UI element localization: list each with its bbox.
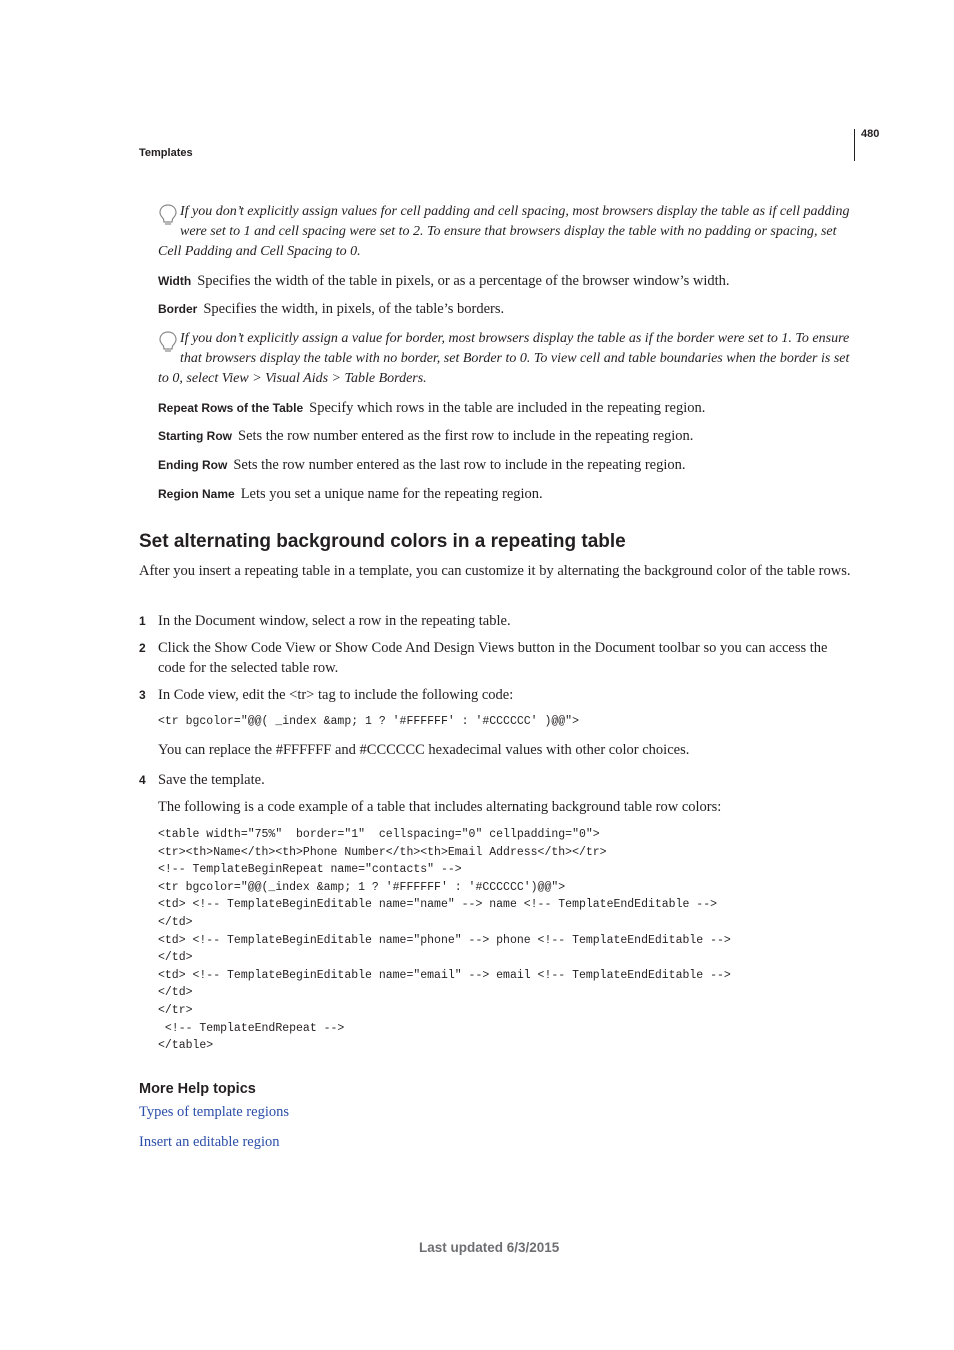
step-number: 4 xyxy=(139,773,146,787)
step-text: Click the Show Code View or Show Code And Design Views button in the Document toolbar so you can access the code for the selected table row. xyxy=(158,640,828,676)
code-line: <table width="75%" border="1" cellspacing="0" cellpadding="0"> xyxy=(158,828,600,841)
term-label: Starting Row xyxy=(158,429,232,443)
term-text: Sets the row number entered as the last row to include in the repeating region. xyxy=(233,457,686,473)
term-repeat-rows xyxy=(158,398,850,418)
tip-note xyxy=(158,202,850,262)
term-ending-row xyxy=(158,455,850,475)
term-text: Specifies the width, in pixels, of the table’s borders. xyxy=(203,301,505,317)
step-number: 1 xyxy=(139,614,146,628)
term-label: Border xyxy=(158,302,198,316)
replace-note: You can replace the #FFFFFF and #CCCCCC hexadecimal values with other color choices. xyxy=(158,742,690,758)
section-intro: After you insert a repeating table in a template, you can customize it by alternating the background color of the table rows. xyxy=(139,563,851,579)
lightbulb-icon xyxy=(158,330,178,354)
lightbulb-icon xyxy=(158,203,178,227)
code-line: <td> <!-- TemplateBeginEditable name="phone" --> phone <!-- TemplateEndEditable --> xyxy=(158,933,731,947)
term-label: Width xyxy=(158,274,192,288)
help-link-editable-region[interactable]: Insert an editable region xyxy=(139,1134,280,1150)
term-border xyxy=(158,299,850,319)
term-label: Ending Row xyxy=(158,458,228,472)
step-text: In Code view, edit the <tr> tag to include the following code: xyxy=(158,687,514,703)
tip-text: If you don’t explicitly assign values for cell padding and cell spacing, most browsers display the table as if cell padding were set to 1 and cell spacing were set to 2. To ensure that browsers display the table with no padding or spacing, set Cell Padding and Cell Spacing to 0. xyxy=(158,204,850,259)
term-width xyxy=(158,271,850,291)
section-heading: Set alternating background colors in a repeating table xyxy=(139,531,626,552)
code-line: <tr><th>Name</th><th>Phone Number</th><th>Email Address</th></tr> xyxy=(158,845,607,859)
more-help-heading: More Help topics xyxy=(139,1081,256,1097)
term-text: Specify which rows in the table are included in the repeating region. xyxy=(309,400,706,416)
term-text: Lets you set a unique name for the repeating region. xyxy=(240,486,543,502)
code-line: </td> xyxy=(158,986,193,1000)
step-number: 2 xyxy=(139,641,146,655)
step-text: Save the template. xyxy=(158,772,265,788)
step-number: 3 xyxy=(139,688,146,702)
code-line: <td> <!-- TemplateBeginEditable name="email" --> email <!-- TemplateEndEditable --> xyxy=(158,968,731,982)
code-inline: <tr bgcolor="@@( _index &amp; 1 ? '#FFFFFF' : '#CCCCCC' )@@"> xyxy=(158,715,579,728)
footer-last-updated: Last updated 6/3/2015 xyxy=(419,1240,560,1255)
running-header: Templates xyxy=(139,147,193,159)
code-line: </td> xyxy=(158,951,193,965)
help-link-template-regions[interactable]: Types of template regions xyxy=(139,1104,289,1120)
header-rule xyxy=(854,129,855,161)
code-line: <!-- TemplateBeginRepeat name="contacts" --> xyxy=(158,863,462,877)
tip-text: If you don’t explicitly assign a value for border, most browsers display the table as if the border were set to 1. To ensure that browsers display the table with no border, set Border to 0. To view cell and table boundaries when the border is set to 0, select View > Visual Aids > Table Borders. xyxy=(158,331,850,386)
term-label: Region Name xyxy=(158,487,235,501)
code-line: </table> xyxy=(158,1039,214,1053)
term-region-name xyxy=(158,484,850,504)
code-line: </td> xyxy=(158,915,193,929)
term-text: Specifies the width of the table in pixels, or as a percentage of the browser window’s width. xyxy=(197,273,730,289)
term-starting-row xyxy=(158,426,850,446)
term-label: Repeat Rows of the Table xyxy=(158,401,304,415)
code-line: </tr> xyxy=(158,1003,193,1017)
step-text: In the Document window, select a row in the repeating table. xyxy=(158,613,511,629)
tip-note xyxy=(158,329,850,389)
example-note: The following is a code example of a table that includes alternating background table row colors: xyxy=(158,799,722,815)
code-block xyxy=(158,826,731,1055)
term-text: Sets the row number entered as the first row to include in the repeating region. xyxy=(238,428,694,444)
code-line: <!-- TemplateEndRepeat --> xyxy=(158,1021,345,1035)
page-number: 480 xyxy=(861,128,880,140)
code-line: <tr bgcolor="@@(_index &amp; 1 ? '#FFFFFF' : '#CCCCCC')@@"> xyxy=(158,880,566,894)
code-line: <td> <!-- TemplateBeginEditable name="name" --> name <!-- TemplateEndEditable --> xyxy=(158,898,717,912)
